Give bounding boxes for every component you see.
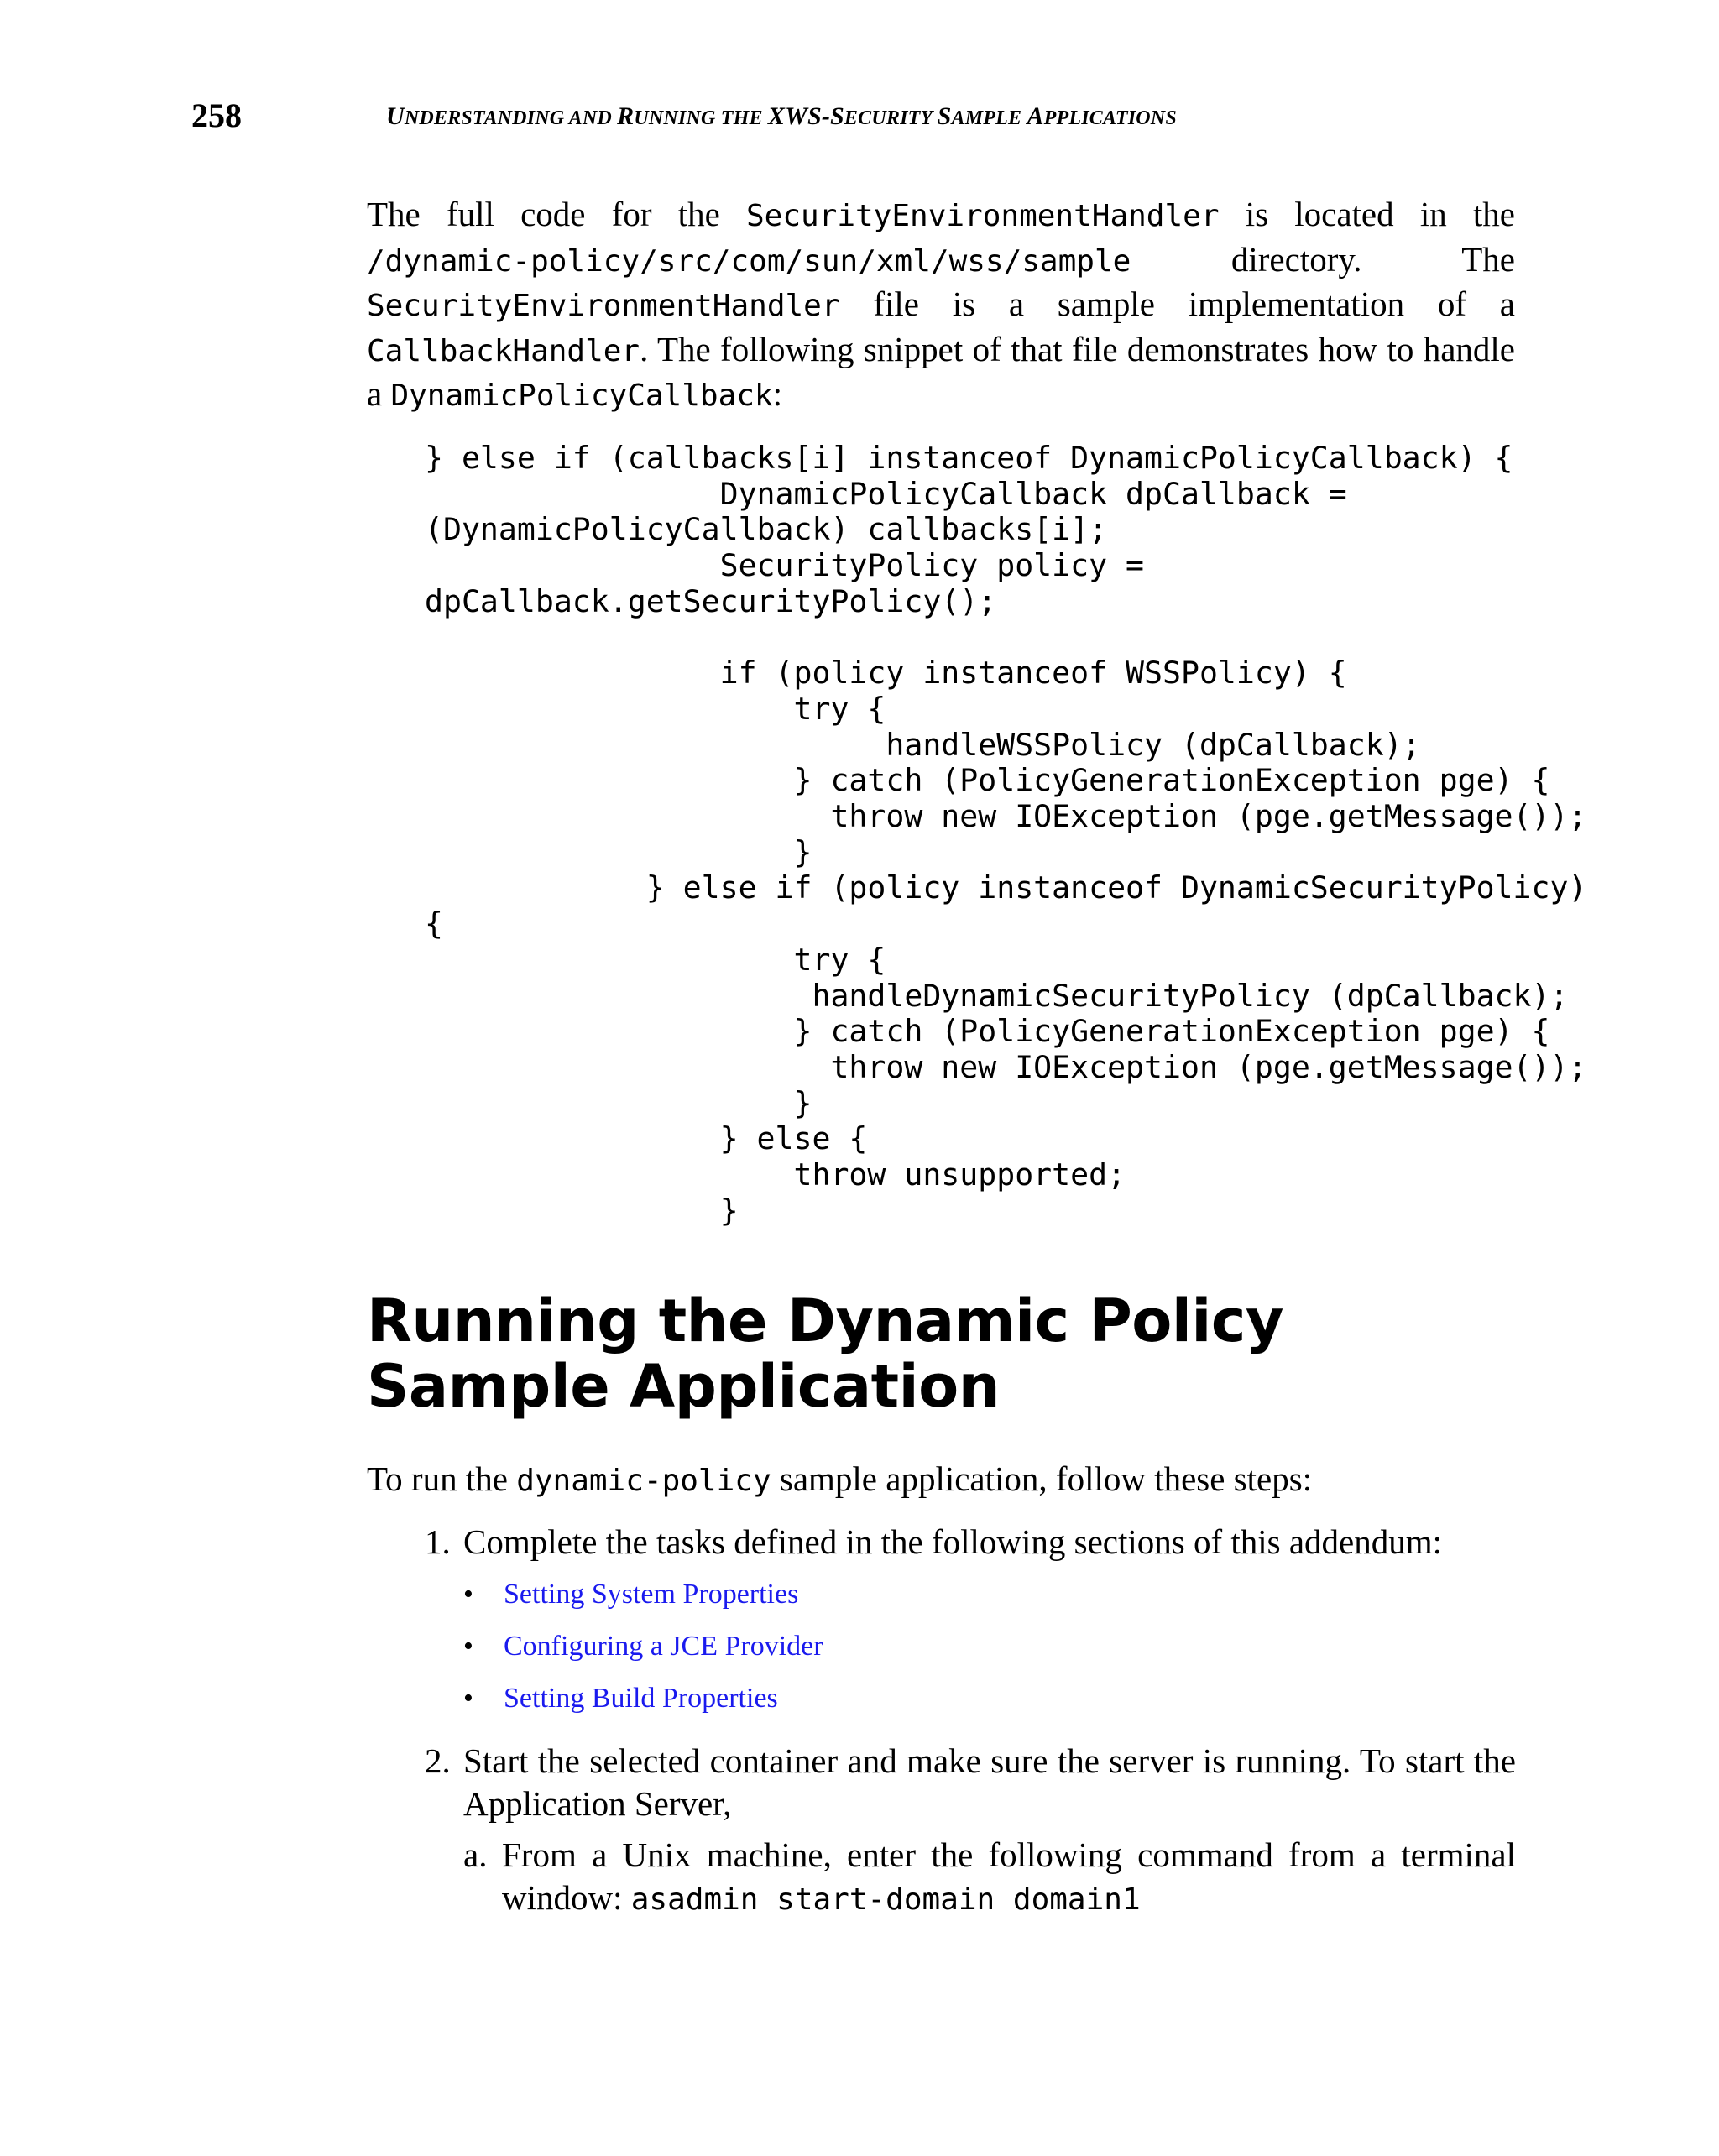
section-heading: Running the Dynamic Policy Sample Application [367, 1287, 1283, 1421]
substep-letter: a. [463, 1835, 488, 1874]
code-line: try { [425, 690, 886, 727]
running-head-part: UNNING THE [634, 107, 768, 129]
step-text: Complete the tasks defined in the following sections of this addendum: [463, 1522, 1443, 1561]
running-head-part: U [386, 102, 405, 130]
substep-a [463, 1834, 1516, 1921]
intro-text: directory. The [1131, 239, 1515, 279]
intro-text: file is a sample implementation of a [839, 285, 1515, 323]
code-line: } [425, 1084, 812, 1121]
code-line: DynamicPolicyCallback dpCallback = [425, 475, 1347, 512]
running-head-part: S [937, 102, 952, 130]
bullet-icon: • [463, 1631, 473, 1662]
running-head-part: A [1027, 102, 1044, 130]
step-number: 1. [425, 1522, 451, 1561]
code-line: throw new IOException (pge.getMessage()); [425, 1048, 1587, 1085]
inline-code-path: /dynamic-policy/src/com/sun/xml/wss/sample [367, 243, 1131, 279]
running-head [386, 102, 1177, 131]
intro-text: . The following snippet of that file demonstrates how to handle a [367, 329, 1515, 413]
intro-text: is located in the [1219, 195, 1516, 233]
running-head-part: XWS-S [767, 102, 844, 130]
intro-text: The full code for the [367, 195, 746, 233]
inline-code: SecurityEnvironmentHandler [367, 289, 840, 323]
intro-paragraph [367, 193, 1515, 418]
substep-text [502, 1834, 1516, 1921]
code-line: SecurityPolicy policy = [425, 547, 1145, 584]
running-head-part: PPLICATIONS [1043, 107, 1177, 129]
running-head-part: AMPLE [951, 107, 1027, 129]
substep-text-run: From a Unix machine, enter the following command from a terminal window: [502, 1835, 1516, 1917]
code-line: dpCallback.getSecurityPolicy(); [425, 582, 997, 619]
page-number: 258 [191, 97, 242, 134]
code-line: } catch (PolicyGenerationException pge) { [425, 1013, 1550, 1050]
code-line: { [425, 906, 443, 942]
code-line: try { [425, 941, 886, 978]
code-line: throw new IOException (pge.getMessage()); [425, 798, 1587, 835]
code-line: handleDynamicSecurityPolicy (dpCallback); [425, 977, 1569, 1014]
step-number: 2. [425, 1741, 451, 1780]
link-setting-system-properties[interactable]: Setting System Properties [504, 1579, 799, 1610]
code-line: } catch (PolicyGenerationException pge) { [425, 762, 1550, 799]
running-head-part: R [617, 102, 635, 130]
code-line: } [425, 1192, 739, 1229]
code-line: throw unsupported; [425, 1156, 1126, 1193]
running-head-part: NDERSTANDING AND [404, 107, 618, 129]
intro-text: : [772, 374, 783, 413]
code-line: handleWSSPolicy (dpCallback); [425, 726, 1421, 763]
page-header [0, 96, 1719, 146]
inline-code: dynamic-policy [516, 1464, 771, 1498]
inline-code: CallbackHandler [367, 333, 640, 368]
bullet-icon: • [463, 1683, 473, 1714]
running-head-part: ECURITY [844, 107, 938, 129]
step-text: Start the selected container and make sure the server is running. To start the Application Server, [463, 1741, 1516, 1823]
step-2 [425, 1740, 1516, 1825]
code-line: } else { [425, 1120, 868, 1157]
step-1 [425, 1521, 1516, 1563]
code-line: if (policy instanceof WSSPolicy) { [425, 655, 1347, 692]
steps-intro-text: To run the [367, 1459, 517, 1498]
code-line: } else if (callbacks[i] instanceof DynamicPolicyCallback) { [425, 440, 1513, 476]
link-setting-build-properties[interactable]: Setting Build Properties [504, 1683, 778, 1714]
code-line: } [425, 833, 812, 870]
inline-code-command: asadmin start-domain domain1 [630, 1882, 1141, 1917]
steps-intro-text: sample application, follow these steps: [771, 1459, 1313, 1498]
inline-code: DynamicPolicyCallback [390, 378, 773, 413]
code-line: (DynamicPolicyCallback) callbacks[i]; [425, 511, 1108, 548]
code-line: } else if (policy instanceof DynamicSecurityPolicy) [425, 869, 1587, 906]
steps-intro [367, 1458, 1312, 1503]
bullet-icon: • [463, 1579, 473, 1610]
link-configuring-jce-provider[interactable]: Configuring a JCE Provider [504, 1631, 823, 1662]
code-snippet [425, 441, 1586, 1229]
inline-code: SecurityEnvironmentHandler [745, 199, 1220, 233]
